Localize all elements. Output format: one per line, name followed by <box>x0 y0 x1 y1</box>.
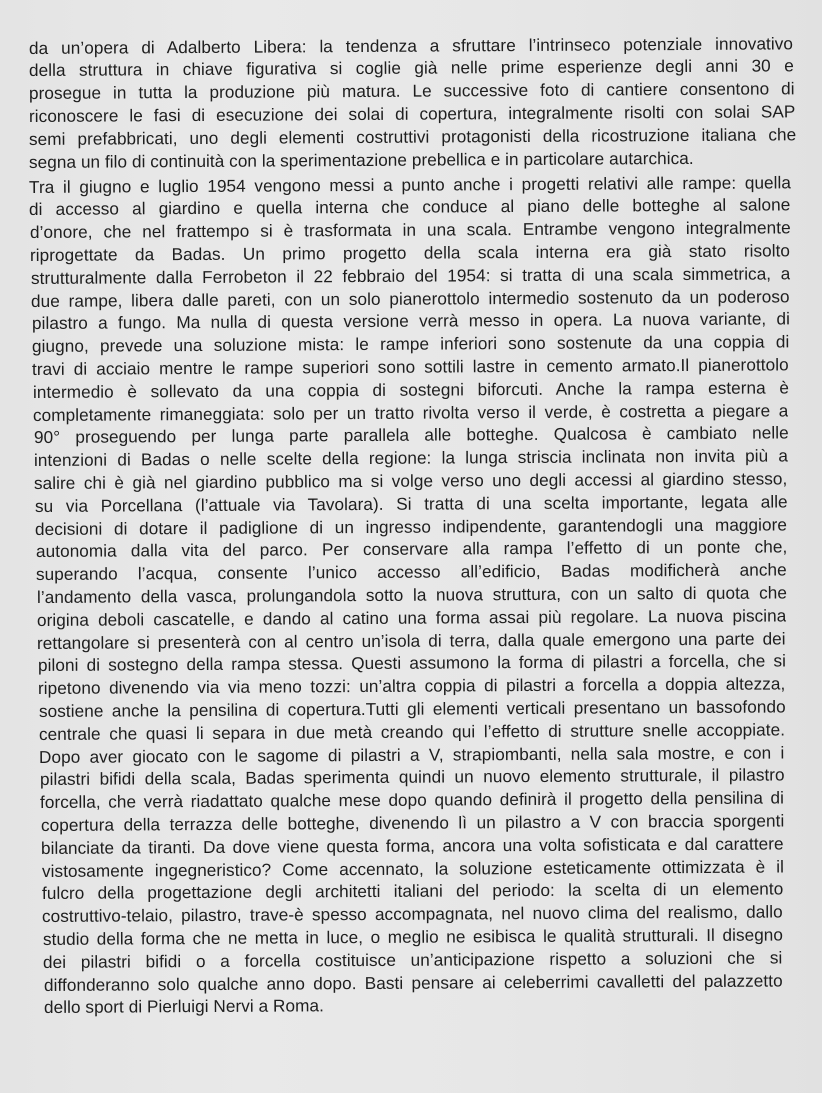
text-line: intenzioni di Badas o nelle scelte della regione: la lunga striscia inclinata non invita più a <box>33 445 789 471</box>
text-line: superando l’acqua, consente l’unico accesso all’edificio, Badas modificherà anche <box>36 559 787 585</box>
text-line: piloni di sostegno della rampa stessa. Questi assumono la forma di pilastri a forcella, che si <box>37 650 786 676</box>
text-line: d’onore, che nel frattempo si è trasformata in una scala. Entrambe vengono integralmente <box>29 217 791 243</box>
text-line: autonomia dalla vita del parco. Per conservare alla rampa l’effetto di un ponte che, <box>35 536 788 562</box>
text-line: origina deboli cascatelle, e dando al catino una forma assai più regolare. La nuova piscina <box>36 605 787 630</box>
text-line: Tra il giugno e luglio 1954 vengono messi a punto anche i progetti relativi alle rampe: quella <box>28 171 792 197</box>
text-line: segna un filo di continuità con la sperimentazione prebellica e in particolare autarchica. <box>28 147 694 172</box>
text-line: centrale che quasi li separa in due metà creando qui l’effetto di strutture snelle accoppiate. <box>38 719 786 744</box>
text-line: completamente rimaneggiata: solo per un tratto rivolta verso il verde, è costretta a piegare a <box>33 399 789 425</box>
text-line: semi prefabbricati, uno degli elementi costruttivi protagonisti della ricostruzione italiana che <box>28 124 797 150</box>
text-line: bilanciate da tiranti. Da dove viene questa forma, ancora una volta sofisticata e dal carattere <box>41 833 784 858</box>
text-line: studio della forma che ne metta in luce, o meglio ne esibisca le qualità strutturali. Il disegno <box>42 924 783 949</box>
text-line: intermedio è sollevato da una coppia di sostegni biforcuti. Anche la rampa esterna è <box>32 377 789 402</box>
text-line: vistosamente ingegneristico? Come accennato, la soluzione esteticamente ottimizzata è il <box>41 855 784 881</box>
text-line: decisioni di dotare il padiglione di un ingresso indipendente, garantendogli una maggiore <box>35 513 788 539</box>
text-line: copertura della terrazza delle botteghe, divenendo lì un pilastro a V con braccia sporgenti <box>40 810 785 835</box>
text-line: pilastro a fungo. Ma nulla di questa versione verrà messo in opera. La nuova variante, di <box>31 308 790 334</box>
text-line: costruttivo-telaio, pilastro, trave-è spesso accompagnata, nel nuovo clima del realismo, dallo <box>42 901 784 927</box>
text-line: riprogettate da Badas. Un primo progetto della scala interna era già stato risolto <box>30 240 791 265</box>
text-line: strutturalmente dalla Ferrobeton il 22 febbraio del 1954: si tratta di una scala simmetrica, a <box>30 263 791 288</box>
text-line: riconoscere le fasi di esecuzione dei solai di copertura, integralmente risolti con solai SAP <box>28 101 796 127</box>
text-line: diffonderanno solo qualche anno dopo. Basti pensare ai celeberrimi cavalletti del palazzetto <box>43 969 783 995</box>
text-line: di accesso al giardino e quella interna che conduce al piano delle botteghe al salone <box>29 194 791 220</box>
text-line: dei pilastri bifidi o a forcella costituisce un’anticipazione rispetto a soluzioni che si <box>43 947 783 972</box>
text-line: fulcro della progettazione degli architetti italiani del periodo: la scelta di un elemento <box>41 878 784 904</box>
text-line: prosegue in tutta la produzione più matura. Le successive foto di cantiere consentono di <box>28 78 795 104</box>
text-line: forcella, che verrà riadattato qualche mese dopo quando definirà il progetto della pensilina di <box>40 787 785 813</box>
text-line: l’andamento della vasca, prolungandola sotto la nuova struttura, con un salto di quota che <box>36 582 787 607</box>
text-line: travi di acciaio mentre le rampe superiori sono sottili lastre in cemento armato.Il pianerottolo <box>32 354 790 379</box>
text-line: due rampe, libera dalle pareti, con un solo pianerottolo intermedio sostenuto da un poderoso <box>31 285 790 311</box>
text-line: Dopo aver giocato con le sagome di pilastri a V, strapiombanti, nella sala mostre, e con i <box>39 741 785 767</box>
text-line: sostiene anche la pensilina di copertura.Tutti gli elementi verticali presentano un bassofondo <box>38 696 786 721</box>
text-line: da un’opera di Adalberto Libera: la tendenza a sfruttare l’intrinseco potenziale innovativo <box>28 32 794 58</box>
text-line: rettangolare si presenterà con al centro un’isola di terra, dalla quale emergono una parte dei <box>37 627 787 653</box>
text-line: dello sport di Pierluigi Nervi a Roma. <box>43 995 324 1018</box>
text-line: giugno, prevede una soluzione mista: le rampe inferiori sono sostenute da una coppia di <box>31 331 790 357</box>
text-line: salire chi è già nel giardino pubblico ma si volge verso uno degli accessi al giardino stesso, <box>34 468 788 493</box>
text-line: ripetono divenendo via via meno tozzi: un’altra coppia di pilastri a forcella a doppia altezza, <box>38 673 786 699</box>
text-line: 90° proseguendo per lunga parte parallela alle botteghe. Qualcosa è cambiato nelle <box>33 422 789 448</box>
text-line: della struttura in chiave figurativa si coglie già nelle prime esperienze degli anni 30 e <box>28 55 794 81</box>
text-line: su via Porcellana (l’attuale via Tavolara). Si tratta di una scelta importante, legata alle <box>34 491 788 516</box>
text-line: pilastri bifidi della scala, Badas sperimenta quindi un nuovo elemento strutturale, il pilastro <box>39 764 785 790</box>
